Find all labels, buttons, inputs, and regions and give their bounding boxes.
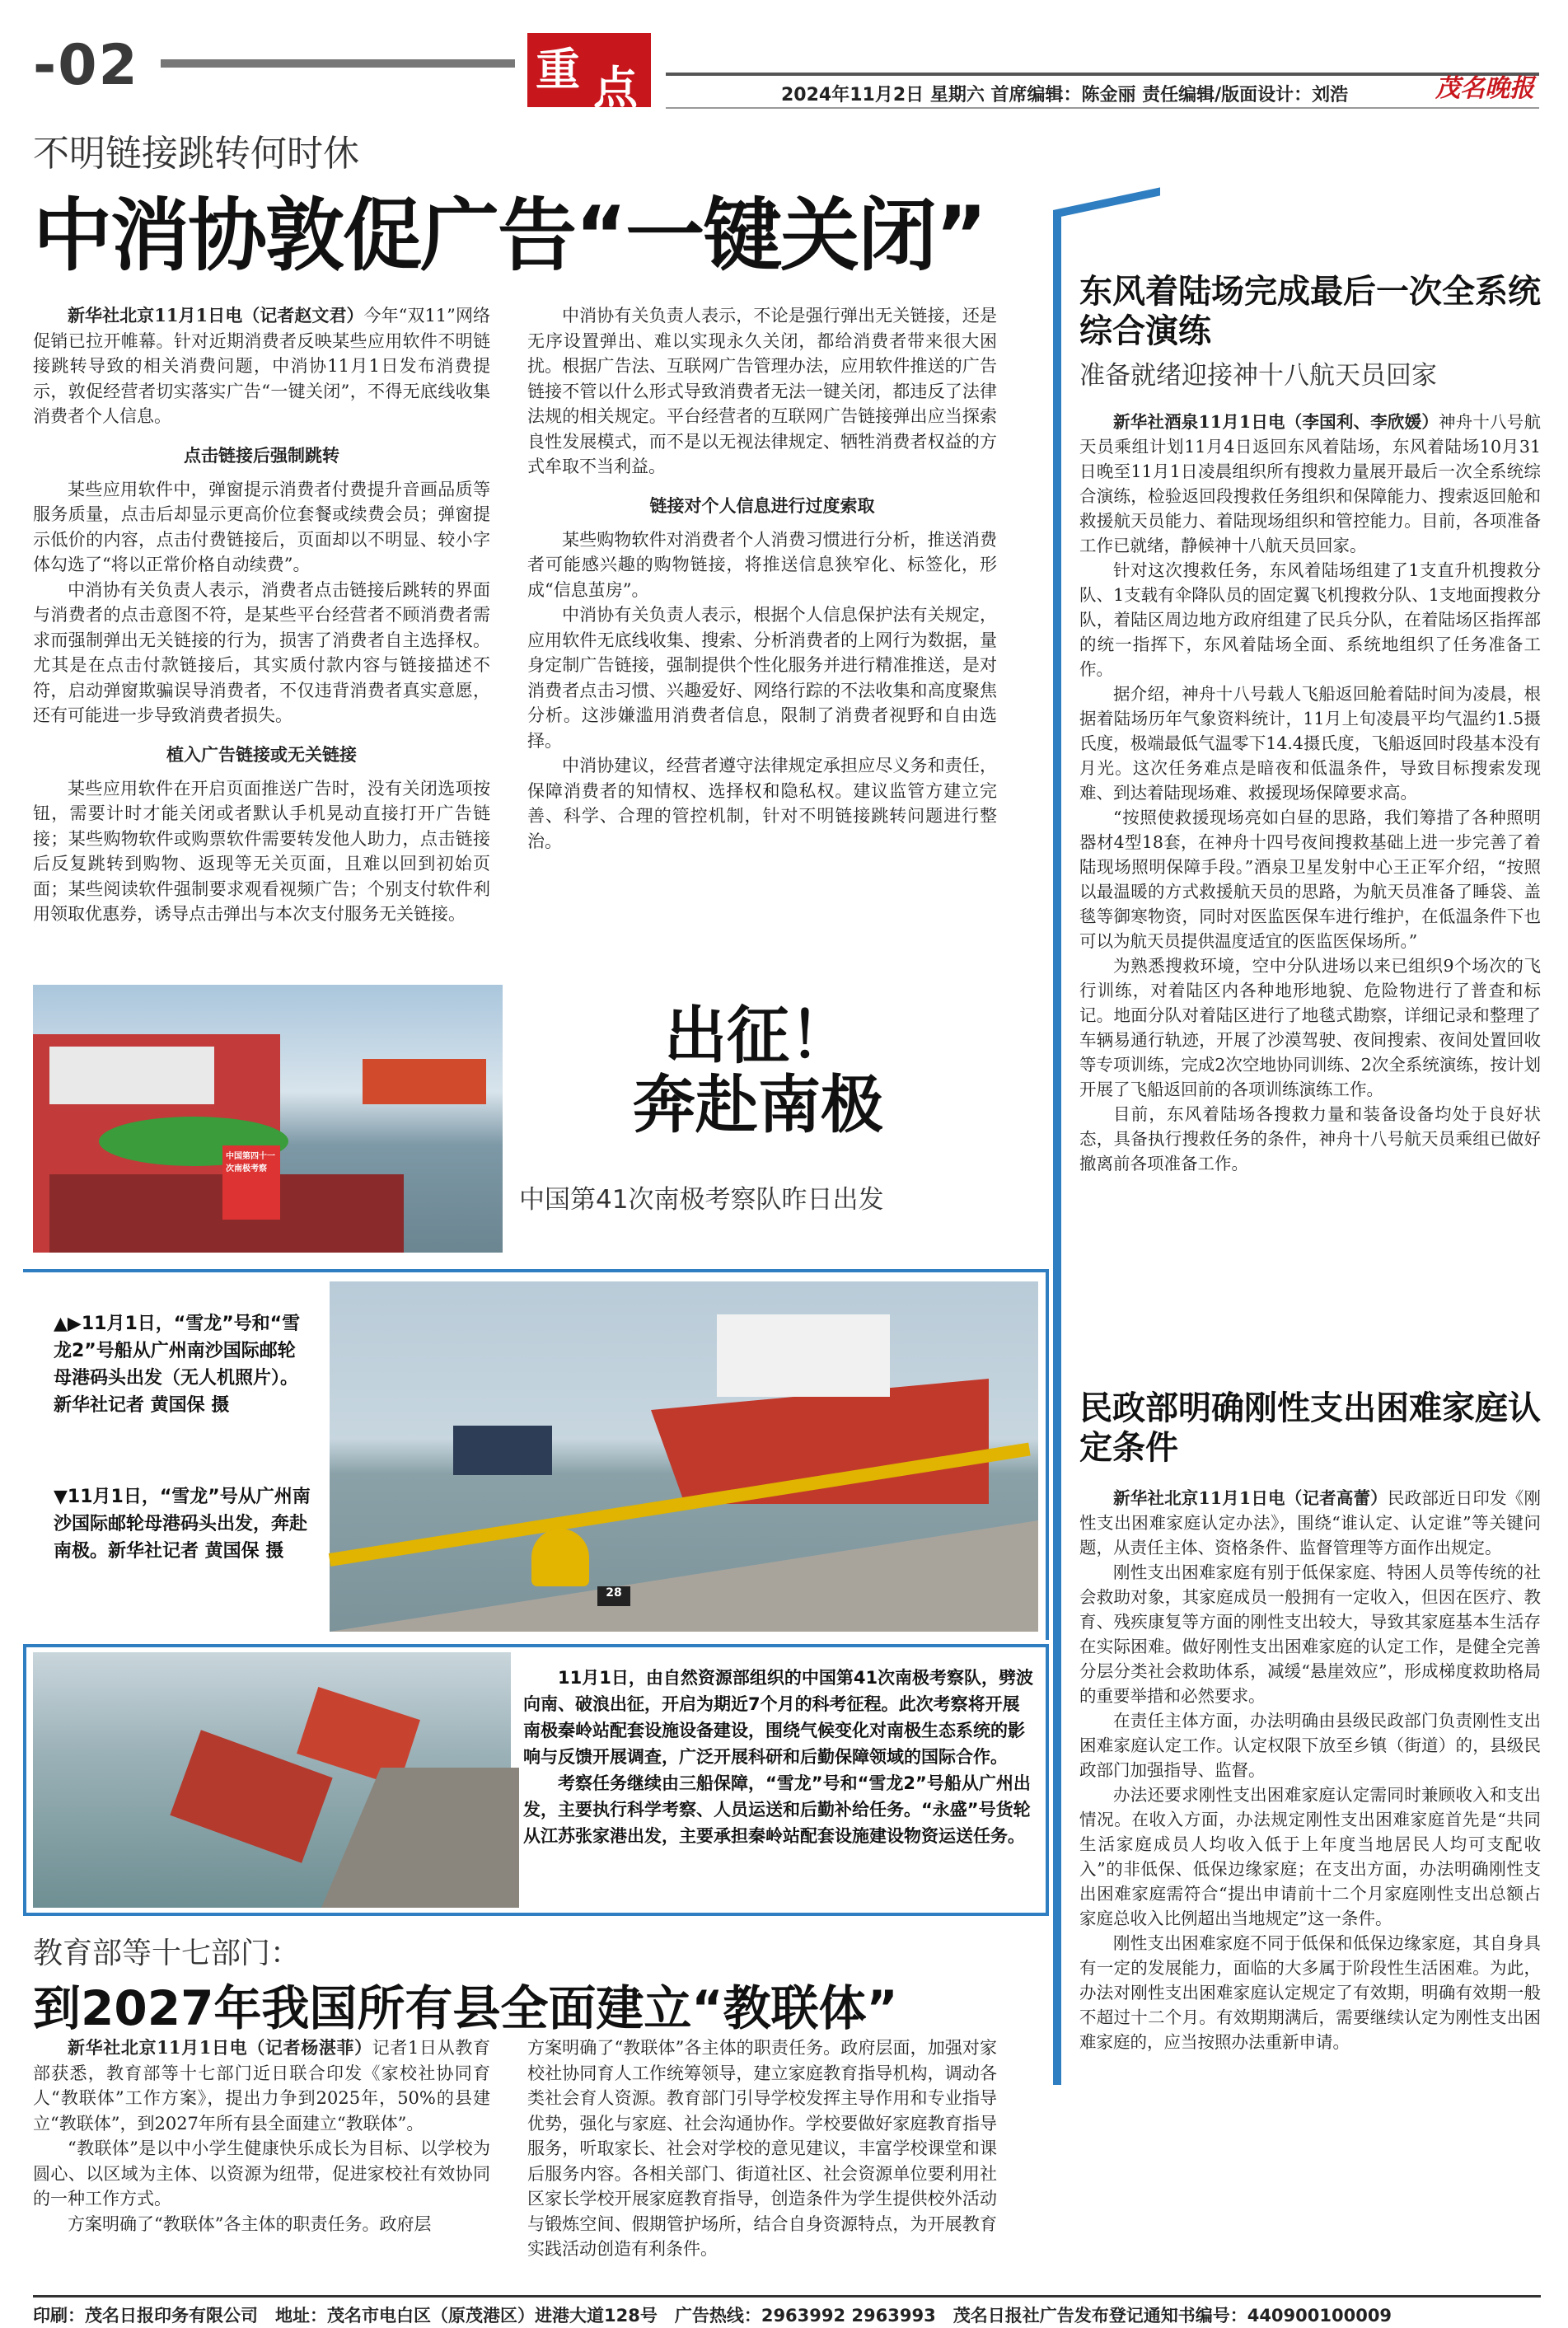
article1-p8: 中消协建议，经营者遵守法律规定承担应尽义务和责任，保障消费者的知情权、选择权和隐私权。建议监管方建立完善、科学、合理的管控机制，针对不明链接跳转问题进行整治。: [527, 756, 997, 851]
port-area: [321, 1768, 519, 1908]
photo-caption-2: ▼11月1日，“雪龙”号从广州南沙国际邮轮母港码头出发，奔赴南极。新华社记者 黄国保 摄: [54, 1487, 311, 1562]
article1-p5: 中消协有关负责人表示，不论是强行弹出无关链接，还是无序设置弹出、难以实现永久关闭，都给消费者带来很大困扰。根据广告法、互联网广告管理办法，应用软件推送的广告链接不管以什么形式导致消费者无法一键关闭，都违反了法律法规的相关规定。平台经营者的互联网广告链接弹出应当探索良性发展模式，而不是以无视法律规定、牺牲消费者权益的方式牟取不当利益。: [527, 306, 997, 476]
article3-headline: 到2027年我国所有县全面建立“教联体”: [33, 1980, 898, 2036]
article1-subhead-3: 链接对个人信息进行过度索取: [649, 495, 875, 516]
antarctic-subtitle: 中国第41次南极考察队昨日出发: [519, 1185, 884, 1215]
xuelong-superstructure: [717, 1314, 890, 1397]
article4-p3: 在责任主体方面，办法明确由县级民政部门负责刚性支出困难家庭认定工作。认定权限下放至乡镇（街道）的，县级民政部门加强指导、监督。: [1079, 1711, 1541, 1780]
article3-column-1: [33, 2035, 490, 2287]
article4-p2: 刚性支出困难家庭有别于低保家庭、特困人员等传统的社会救助对象，其家庭成员一般拥有一定收入，但因在医疗、教育、残疾康复等方面的刚性支出较大，导致其家庭基本生活存在实际困难。做好刚性支出困难家庭的认定工作，是健全完善分层分类社会救助体系，减缓“悬崖效应”，形成梯度救助格局的重要举措和必然要求。: [1079, 1562, 1541, 1706]
article2-p5: 为熟悉搜救环境，空中分队进场以来已组织9个场次的飞行训练，对着陆区内各种地形地貌、危险物进行了普查和标记。地面分队对着陆区进行了地毯式勘察，详细记录和整理了车辆易通行轨迹，开展了沙漠驾驶、夜间搜索、夜间处置回收等专项训练，完成2次空地协同训练、2次全系统演练，按计划开展了飞船返回前的各项训练演练工作。: [1079, 956, 1541, 1099]
article3-p1: 记者1日从教育部获悉，教育部等十七部门近日联合印发《家校社协同育人“教联体”工作方案》，提出力争到2025年，50%的县建立“教联体”，到2027年所有县全面建立“教联体”。: [33, 2038, 490, 2134]
article1-kicker: 不明链接跳转何时休: [33, 133, 359, 175]
expedition-banner: 中国第四十一次南极考察: [222, 1145, 280, 1220]
article3-lead: 新华社北京11月1日电（记者杨湛菲）: [68, 2037, 372, 2058]
footer: 印刷：茂名日报印务有限公司 地址：茂名市电白区（原茂港区）进港大道128号 广告热线：2963992 2963993 茂名日报社广告发布登记通知书编号：440900100009: [33, 2295, 1541, 2327]
article2-p2: 针对这次搜救任务，东风着陆场组建了1支直升机搜救分队、1支载有伞降队员的固定翼飞机搜救分队、1支地面搜救分队，着陆区周边地方政府组建了民兵分队，在着陆场区指挥部的统一指挥下，东风着陆场全面、系统地组织了任务准备工作。: [1079, 560, 1541, 679]
article3-column-2: [527, 2035, 997, 2287]
article1-column-2: [527, 303, 997, 854]
article2-subtitle: 准备就绪迎接神十八航天员回家: [1079, 361, 1437, 391]
article1-p7: 中消协有关负责人表示，根据个人信息保护法有关规定，应用软件无底线收集、搜索、分析消费者的上网行为数据，量身定制广告链接，强制提供个性化服务并进行精准推送，是对消费者点击习惯、兴趣爱好、网络行踪的不法收集和高度聚焦分析。这涉嫌滥用消费者信息，限制了消费者视野和自由选择。: [527, 605, 997, 751]
article4-p1: 民政部近日印发《刚性支出困难家庭认定办法》，围绕“谁认定、认定谁”等关键问题，从责任主体、资格条件、监督管理等方面作出规定。: [1079, 1488, 1542, 1557]
ship-superstructure: [49, 1047, 214, 1104]
ship-departure-photo-2: [330, 1281, 1038, 1632]
article2-p1: 神舟十八号航天员乘组计划11月4日返回东风着陆场，东风着陆场10月31日晚至11月1日凌晨组织所有搜救力量展开最后一次全系统综合演练，检验返回段搜救任务组织和保障能力、搜索返回舱和救援航天员能力、着陆现场组织和管控能力。目前，各项准备工作已就绪，静候神十八航天员回家。: [1079, 412, 1541, 555]
article3-p3-start: 方案明确了“教联体”各主体的职责任务。政府层: [68, 2213, 432, 2234]
article1-p3: 中消协有关负责人表示，消费者点击链接后跳转的界面与消费者的点击意图不符，是某些平台经营者不顾消费者需求而强制弹出无关链接的行为，损害了消费者自主选择权。尤其是在点击付款链接后，其实质付款内容与链接描述不符，启动弹窗欺骗误导消费者，不仅违背消费者真实意愿，还有可能进一步导致消费者损失。: [33, 579, 490, 725]
article3-p3: 方案明确了“教联体”各主体的职责任务。政府层面，加强对家校社协同育人工作统筹领导，建立家庭教育指导机构，调动各类社会育人资源。教育部门引导学校发挥主导作用和专业指导优势，强化与家庭、社会沟通协作。学校要做好家庭教育指导服务，听取家长、社会对学校的意见建议，丰富学校课堂和课后服务内容。各相关部门、街道社区、社会资源单位要利用社区家长学校开展家庭教育指导，创造条件为学生提供校外活动与锻炼空间、假期管护场所，结合自身资源特点，为开展教育实践活动创造有利条件。: [527, 2038, 997, 2259]
article1-column-1: [33, 303, 490, 924]
antarctic-body: [523, 1665, 1034, 1849]
article4: [1079, 1389, 1541, 2170]
newspaper-brand: 茂名晚报: [1435, 74, 1534, 103]
article1-p1: 今年“双11”网络促销已拉开帷幕。针对近期消费者反映某些应用软件不明链接跳转导致的相关消费问题，中消协11月1日发布消费提示，敦促经营者切实落实广告“一键关闭”，不得无底线收集消费者个人信息。: [33, 306, 490, 426]
issue-info: 2024年11月2日 星期六 首席编辑：陈金丽 责任编辑/版面设计：刘浩: [781, 85, 1349, 105]
article1-p4: 某些应用软件在开启页面推送广告时，没有关闭选项按钮，需要计时才能关闭或者默认手机晃动直接打开广告链接；某些购物软件或购票软件需要转发他人助力，点击链接后反复跳转到购物、返现等无关页面，且难以回到初始页面；某些阅读软件强制要求观看视频广告；个别支付软件利用领取优惠券，诱导点击弹出与本次支付服务无关链接。: [33, 778, 490, 924]
article3-kicker: 教育部等十七部门：: [33, 1937, 301, 1970]
article2-p6: 目前，东风着陆场各搜救力量和装备设备均处于良好状态，具备执行搜救任务的条件，神舟十八号航天员乘组已做好撤离前各项准备工作。: [1079, 1104, 1541, 1173]
ship-departure-photo-1: [33, 985, 503, 1253]
section-char-1: 重: [536, 44, 580, 96]
article4-title: 民政部明确刚性支出困难家庭认定条件: [1079, 1389, 1541, 1467]
article1-headline: 中消协敦促广告“一键关闭”: [33, 190, 986, 282]
article4-lead: 新华社北京11月1日电（记者高蕾）: [1113, 1488, 1388, 1508]
article1-lead: 新华社北京11月1日电（记者赵文君）: [68, 305, 364, 326]
article1-subhead-2: 植入广告链接或无关链接: [166, 744, 357, 765]
article1-p2: 某些应用软件中，弹窗提示消费者付费提升音画品质等服务质量，点击后却显示更高价位套餐或续费会员；弹窗提示低价的内容，点击付费链接后，页面却以不明显、较小字体勾选了“将以正常价格自动续费”。: [33, 479, 490, 574]
article1-p6: 某些购物软件对消费者个人消费习惯进行分析，推送消费者可能感兴趣的购物链接，将推送信息狭窄化、标签化，形成“信息茧房”。: [527, 529, 997, 600]
right-panel-border: [1053, 214, 1061, 2085]
tugboat: [453, 1426, 552, 1475]
dock-number: 28: [597, 1586, 630, 1606]
section-badge: [527, 33, 651, 114]
article2-p4: “按照使救援现场亮如白昼的思路，我们筹措了各种照明器材4型18套，在神舟十四号夜间搜救基础上进一步完善了着陆现场照明保障手段。”酒泉卫星发射中心王正军介绍，“按照以最温暖的方式救援航天员的思路，为航天员准备了睡袋、盖毯等御寒物资，同时对医监医保车进行维护，在低温条件下也可以为航天员提供温度适宜的医监医保场所。”: [1079, 808, 1541, 951]
header-info-bar: [666, 73, 1539, 109]
antarctic-title-line-2: 奔赴南极: [633, 1068, 883, 1141]
photo-caption-1: ▲▶11月1日，“雪龙”号和“雪龙2”号船从广州南沙国际邮轮母港码头出发（无人机照片）。新华社记者 黄国保 摄: [54, 1314, 301, 1416]
mooring-bollard: [531, 1529, 589, 1586]
antarctic-title-line-1: 出征！: [664, 999, 852, 1072]
article2: [1079, 272, 1541, 1176]
antarctic-body-1: 11月1日，由自然资源部组织的中国第41次南极考察队，劈波向南、破浪出征，开启为期近7个月的科考征程。此次考察将开展南极秦岭站配套设施设备建设，围绕气候变化对南极生态系统的影响与反馈开展调查，广泛开展科研和后勤保障领域的国际合作。: [523, 1668, 1034, 1767]
ship-departure-photo-3: [33, 1652, 511, 1908]
section-char-2: 点: [593, 62, 638, 114]
article2-body: [1079, 410, 1541, 1176]
antarctic-body-2: 考察任务继续由三船保障，“雪龙”号和“雪龙2”号船从广州出发，主要执行科学考察、人员运送和后勤补给任务。“永盛”号货轮从江苏张家港出发，主要承担秦岭站配套设施建设物资运送任务。: [523, 1773, 1031, 1846]
article3-p2: “教联体”是以中小学生健康快乐成长为目标、以学校为圆心、以区域为主体、以资源为纽带，促进家校社有效协同的一种工作方式。: [33, 2138, 490, 2209]
right-panel-corner: [1053, 187, 1160, 218]
antarctic-title: [527, 1001, 989, 1140]
page-number: -02: [33, 33, 139, 98]
article2-lead: 新华社酒泉11月1日电（李国利、李欣媛）: [1113, 412, 1439, 432]
article1-subhead-1: 点击链接后强制跳转: [184, 445, 339, 466]
article4-p4: 办法还要求刚性支出困难家庭认定需同时兼顾收入和支出情况。在收入方面，办法规定刚性支出困难家庭首先是“共同生活家庭成员人均收入低于上年度当地居民人均可支配收入”的非低保、低保边缘家庭；在支出方面，办法明确刚性支出困难家庭需符合“提出申请前十二个月家庭刚性支出总额占家庭总收入比例超出当地规定”这一条件。: [1079, 1785, 1541, 1928]
article4-body: [1079, 1486, 1541, 2170]
article4-p5: 刚性支出困难家庭不同于低保和低保边缘家庭，其自身具有一定的发展能力，面临的大多属于阶段性生活困难。为此，办法对刚性支出困难家庭认定规定了有效期，明确有效期一般不超过十二个月。有效期期满后，需要继续认定为刚性支出困难家庭的，应当按照办法重新申请。: [1079, 1933, 1541, 2052]
article2-p3: 据介绍，神舟十八号载人飞船返回舱着陆时间为凌晨，根据着陆场历年气象资料统计，11月上旬凌晨平均气温约1.5摄氏度，极端最低气温零下14.4摄氏度，飞船返回时段基本没有月光。这次任务难点是暗夜和低温条件，导致目标搜索发现难、到达着陆现场难、救援现场保障要求高。: [1079, 684, 1541, 803]
distant-ship: [363, 1059, 486, 1104]
header-rule: [161, 59, 515, 68]
article2-title: 东风着陆场完成最后一次全系统综合演练: [1079, 273, 1541, 350]
